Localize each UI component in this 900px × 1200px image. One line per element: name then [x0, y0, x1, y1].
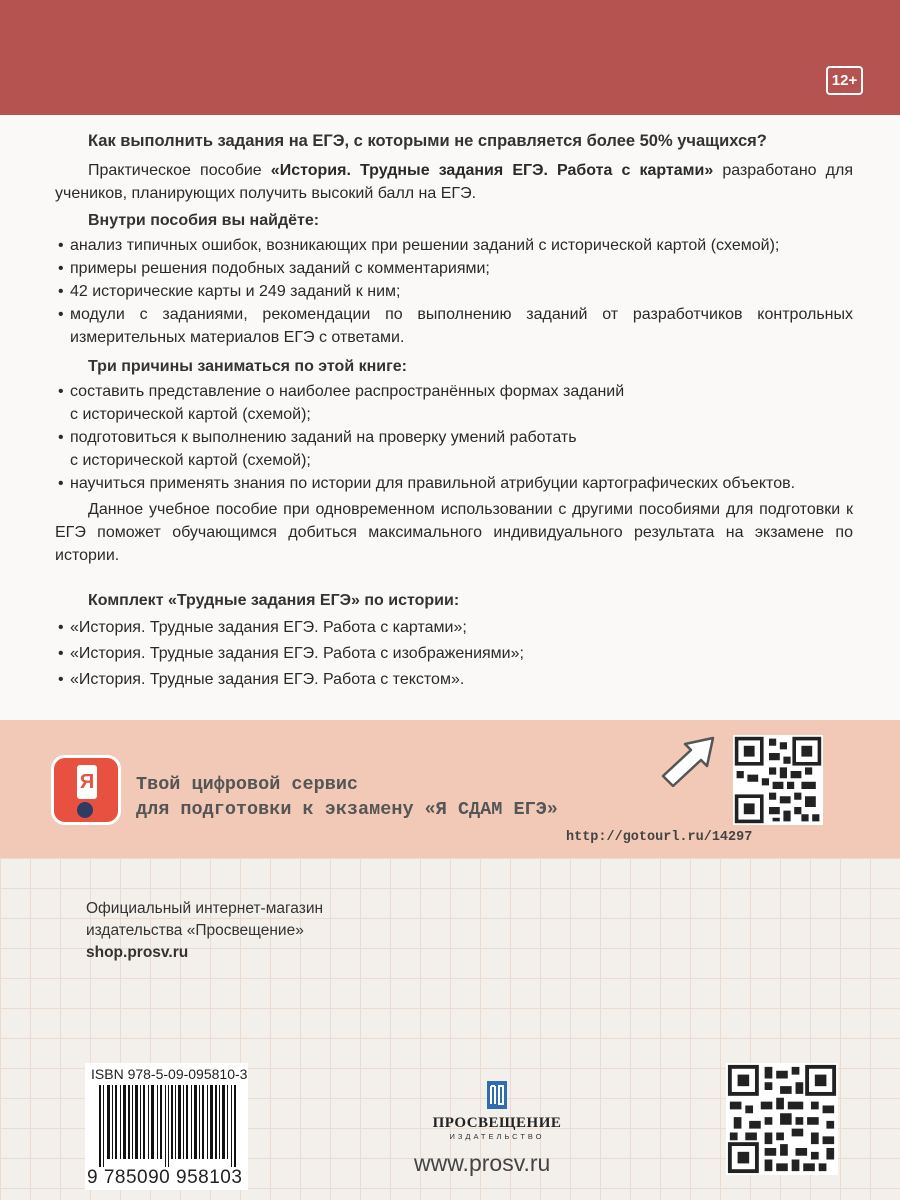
- list-item: • 42 исторические карты и 249 заданий к ним;: [57, 280, 853, 303]
- reason-line: составить представление о наиболее распространённых формах заданий: [70, 383, 625, 400]
- qr-code-icon[interactable]: [726, 1063, 838, 1175]
- barcode-number: 9 785090 958103: [87, 1167, 243, 1188]
- back-cover-bottom: [0, 858, 900, 1200]
- set-heading: Комплект «Трудные задания ЕГЭ» по истории:: [88, 592, 460, 609]
- app-letter: Я: [77, 765, 97, 799]
- intro-book-title: «История. Трудные задания ЕГЭ. Работа с картами»: [270, 162, 714, 179]
- description-section: [0, 115, 900, 720]
- pointer-arrow-icon: [655, 732, 725, 787]
- reasons-list: [57, 380, 853, 495]
- list-item: • модули с заданиями, рекомендации по выполнению заданий от разработчиков контрольных измерительных материалов ЕГЭ с ответами.: [57, 303, 853, 349]
- publisher-emblem-icon: [486, 1080, 508, 1110]
- list-item: • «История. Трудные задания ЕГЭ. Работа с изображениями»;: [57, 641, 853, 667]
- service-url-link[interactable]: http://gotourl.ru/14297: [566, 830, 753, 845]
- intro-text-pre: Практическое пособие: [88, 162, 271, 179]
- age-rating-badge: 12+: [826, 66, 863, 95]
- shop-line-2: издательства «Просвещение»: [86, 922, 304, 939]
- app-icon: [51, 755, 121, 825]
- app-dot-icon: [77, 802, 93, 818]
- intro-paragraph: [55, 159, 853, 205]
- list-item: [57, 426, 853, 472]
- shop-info: [86, 898, 323, 964]
- list-item: • анализ типичных ошибок, возникающих при решении заданий с исторической картой (схемой);: [57, 234, 853, 257]
- list-item: [57, 380, 853, 426]
- list-item: • «История. Трудные задания ЕГЭ. Работа с текстом».: [57, 667, 853, 693]
- list-item: [57, 472, 853, 495]
- summary-paragraph: Данное учебное пособие при одновременном использовании с другими пособиями для подготовки к ЕГЭ поможет обучающимся добиться максимального индивидуального результата на экзамене по истории.: [55, 501, 853, 564]
- banner-line-2: для подготовки к экзамену «Я СДАМ ЕГЭ»: [136, 799, 558, 820]
- set-list: [57, 615, 853, 693]
- shop-url-link[interactable]: shop.prosv.ru: [86, 944, 189, 961]
- inside-list: [57, 234, 853, 349]
- list-item: • «История. Трудные задания ЕГЭ. Работа с картами»;: [57, 615, 853, 641]
- shop-line-1: Официальный интернет-магазин: [86, 900, 324, 917]
- reason-line: подготовиться к выполнению заданий на проверку умений работать: [70, 429, 577, 446]
- top-band: [0, 0, 900, 115]
- publisher-name: ПРОСВЕЩЕНИЕ: [432, 1115, 562, 1131]
- lead-question: Как выполнить задания на ЕГЭ, с которыми не справляется более 50% учащихся?: [88, 132, 767, 150]
- isbn-label: ISBN 978-5-09-095810-3: [91, 1066, 248, 1082]
- reason-line: научиться применять знания по истории для правильной атрибуции картографических объектов.: [70, 475, 796, 492]
- reason-line: с исторической картой (схемой);: [70, 452, 311, 469]
- list-item: • примеры решения подобных заданий с комментариями;: [57, 257, 853, 280]
- publisher-site-link[interactable]: www.prosv.ru: [414, 1150, 551, 1176]
- inside-heading: Внутри пособия вы найдёте:: [88, 212, 320, 229]
- intro-text-post: разработано для учеников, планирующих получить высокий балл на ЕГЭ.: [55, 162, 853, 202]
- publisher-logo: [412, 1080, 582, 1141]
- qr-code-icon[interactable]: [733, 735, 823, 825]
- barcode-icon: [91, 1085, 243, 1167]
- digital-service-banner: [0, 720, 900, 858]
- banner-line-1: Твой цифровой сервис: [136, 774, 359, 795]
- publisher-subtitle: ИЗДАТЕЛЬСТВО: [449, 1132, 545, 1141]
- isbn-barcode: [85, 1063, 248, 1190]
- reasons-heading: Три причины заниматься по этой книге:: [88, 358, 407, 375]
- reason-line: с исторической картой (схемой);: [70, 406, 311, 423]
